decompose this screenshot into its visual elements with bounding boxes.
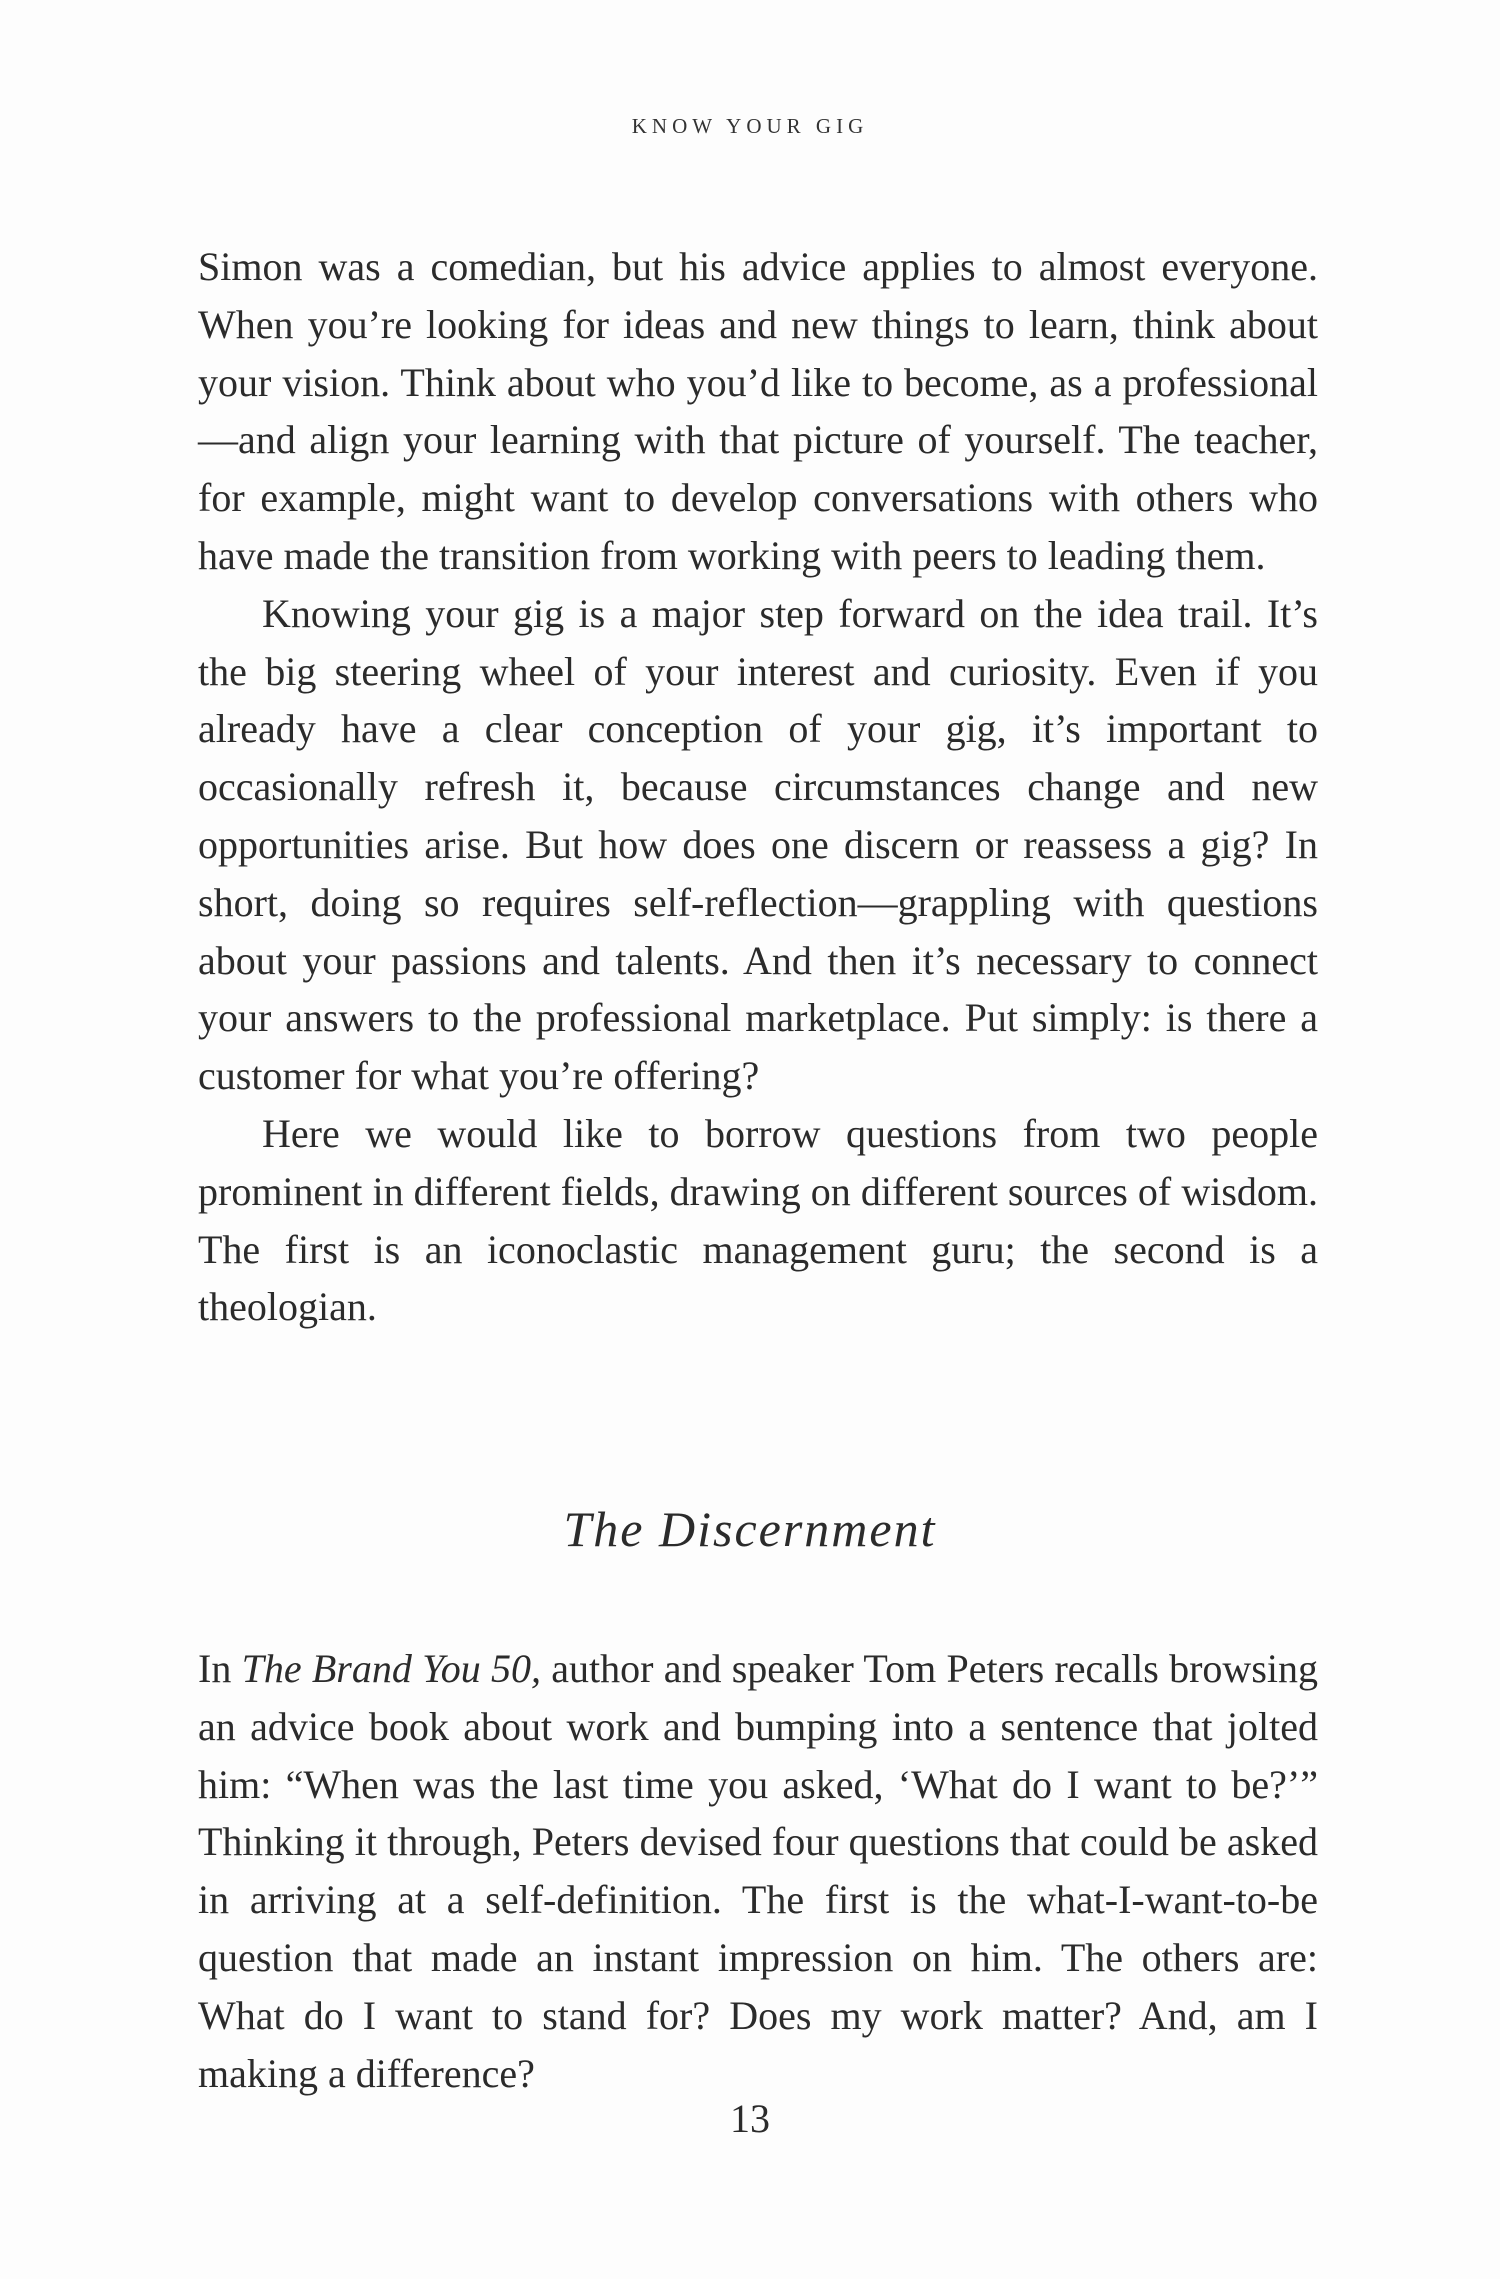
body-text-top <box>198 238 1318 1336</box>
paragraph: Knowing your gig is a major step forward on the idea trail. It’s the big steering wheel of your interest and curiosity. Even if you already have a clear conception of your gig, it’s important to occasionally refresh it, because circumstances change and new opportunities arise. But how does one discern or reassess a gig? In short, doing so requires self-reflection—grappling with questions about your passions and talents. And then it’s necessary to connect your answers to the professional marketplace. Put simply: is there a customer for what you’re offering? <box>198 590 1318 1099</box>
paragraph-rest: author and speaker Tom Peters recalls browsing an advice book about work and bumping into a sentence that jolted him: “When was the last time you asked, ‘What do I want to be?’” Thinking it through, Peters devised four questions that could be asked in arriving at a self-definition. The first is the what-I-want-to-be question that made an instant impression on him. The others are: What do I want to stand for? Does my work matter? And, am I making a difference? <box>198 1646 1319 2096</box>
body-text-bottom <box>198 1640 1318 2102</box>
paragraph <box>198 1640 1318 2102</box>
section-heading: The Discernment <box>563 1501 937 1557</box>
paragraph: Simon was a comedian, but his advice applies to almost everyone. When you’re looking for ideas and new things to learn, think about your vision. Think about who you’d like to become, as a professional—and align your learning with that picture of yourself. The teacher, for example, might want to develop conversations with others who have made the transition from working with peers to leading them. <box>198 244 1318 578</box>
paragraph-lead: In <box>198 1646 242 1691</box>
running-head: KNOW YOUR GIG <box>631 114 869 138</box>
book-title: The Brand You 50, <box>241 1646 541 1691</box>
paragraph: Here we would like to borrow questions from two people prominent in different fields, drawing on different sources of wisdom. The first is an iconoclastic management guru; the second is a theologian. <box>198 1110 1318 1330</box>
page-number: 13 <box>730 2096 770 2141</box>
